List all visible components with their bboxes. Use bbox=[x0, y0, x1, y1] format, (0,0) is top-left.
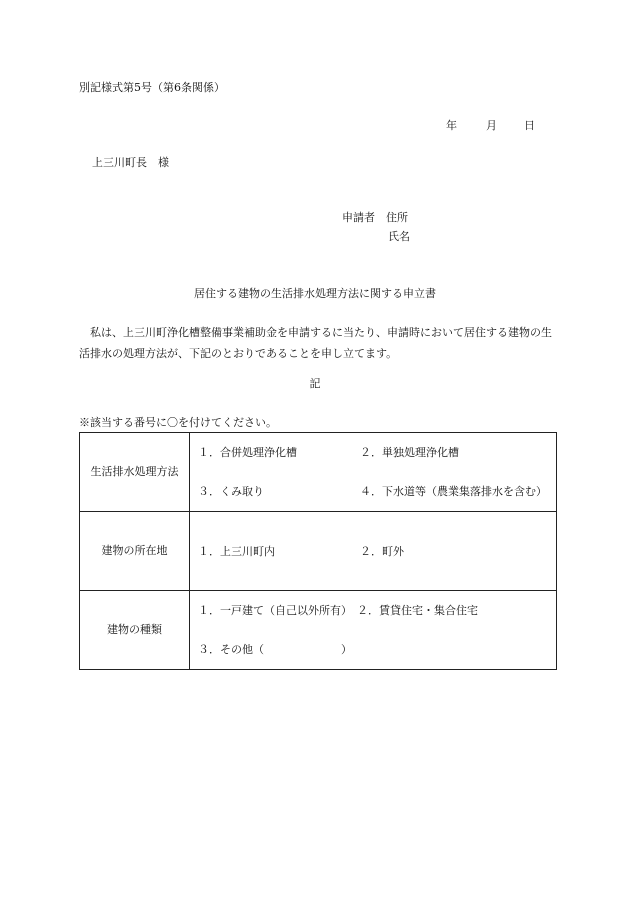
option-item[interactable]: １．合併処理浄化槽 bbox=[198, 446, 297, 459]
date-line bbox=[446, 119, 535, 132]
row-options-drainage-method bbox=[190, 433, 557, 512]
option-item[interactable]: １．上三川町内 bbox=[198, 545, 275, 558]
options-table bbox=[79, 432, 557, 670]
row-options-building-type bbox=[190, 591, 557, 670]
date-month: 月 bbox=[486, 119, 497, 132]
row-label-building-type: 建物の種類 bbox=[80, 591, 190, 670]
option-item[interactable]: １．一戸建て（自己以外所有） bbox=[198, 604, 352, 617]
option-item[interactable]: ２．町外 bbox=[360, 545, 404, 558]
row-label-drainage-method: 生活排水処理方法 bbox=[80, 433, 190, 512]
applicant-address-label: 申請者 住所 bbox=[342, 211, 408, 224]
ki-heading: 記 bbox=[309, 377, 321, 390]
option-item[interactable]: ４．下水道等（農業集落排水を含む） bbox=[360, 485, 547, 498]
applicant-name-label: 氏名 bbox=[388, 230, 410, 243]
table-row bbox=[80, 591, 557, 670]
row-label-building-location: 建物の所在地 bbox=[80, 512, 190, 591]
option-item[interactable]: ２．単独処理浄化槽 bbox=[360, 446, 459, 459]
instruction-note: ※該当する番号に〇を付けてください。 bbox=[79, 416, 277, 429]
option-item[interactable]: ３．その他（ ） bbox=[198, 643, 352, 656]
form-number: 別記様式第5号（第6条関係） bbox=[79, 81, 225, 94]
body-text: 私は、上三川町浄化槽整備事業補助金を申請するに当たり、申請時において居住する建物の生活排水の処理方法が、下記のとおりであることを申し立てます。 bbox=[79, 326, 552, 360]
addressee: 上三川町長 様 bbox=[92, 156, 169, 169]
date-year: 年 bbox=[446, 119, 457, 132]
document-title: 居住する建物の生活排水処理方法に関する申立書 bbox=[194, 287, 436, 300]
date-day: 日 bbox=[524, 119, 535, 132]
table-row bbox=[80, 433, 557, 512]
table-row bbox=[80, 512, 557, 591]
row-options-building-location bbox=[190, 512, 557, 591]
option-item[interactable]: ３．くみ取り bbox=[198, 485, 264, 498]
option-item[interactable]: ２．賃貸住宅・集合住宅 bbox=[357, 604, 478, 617]
